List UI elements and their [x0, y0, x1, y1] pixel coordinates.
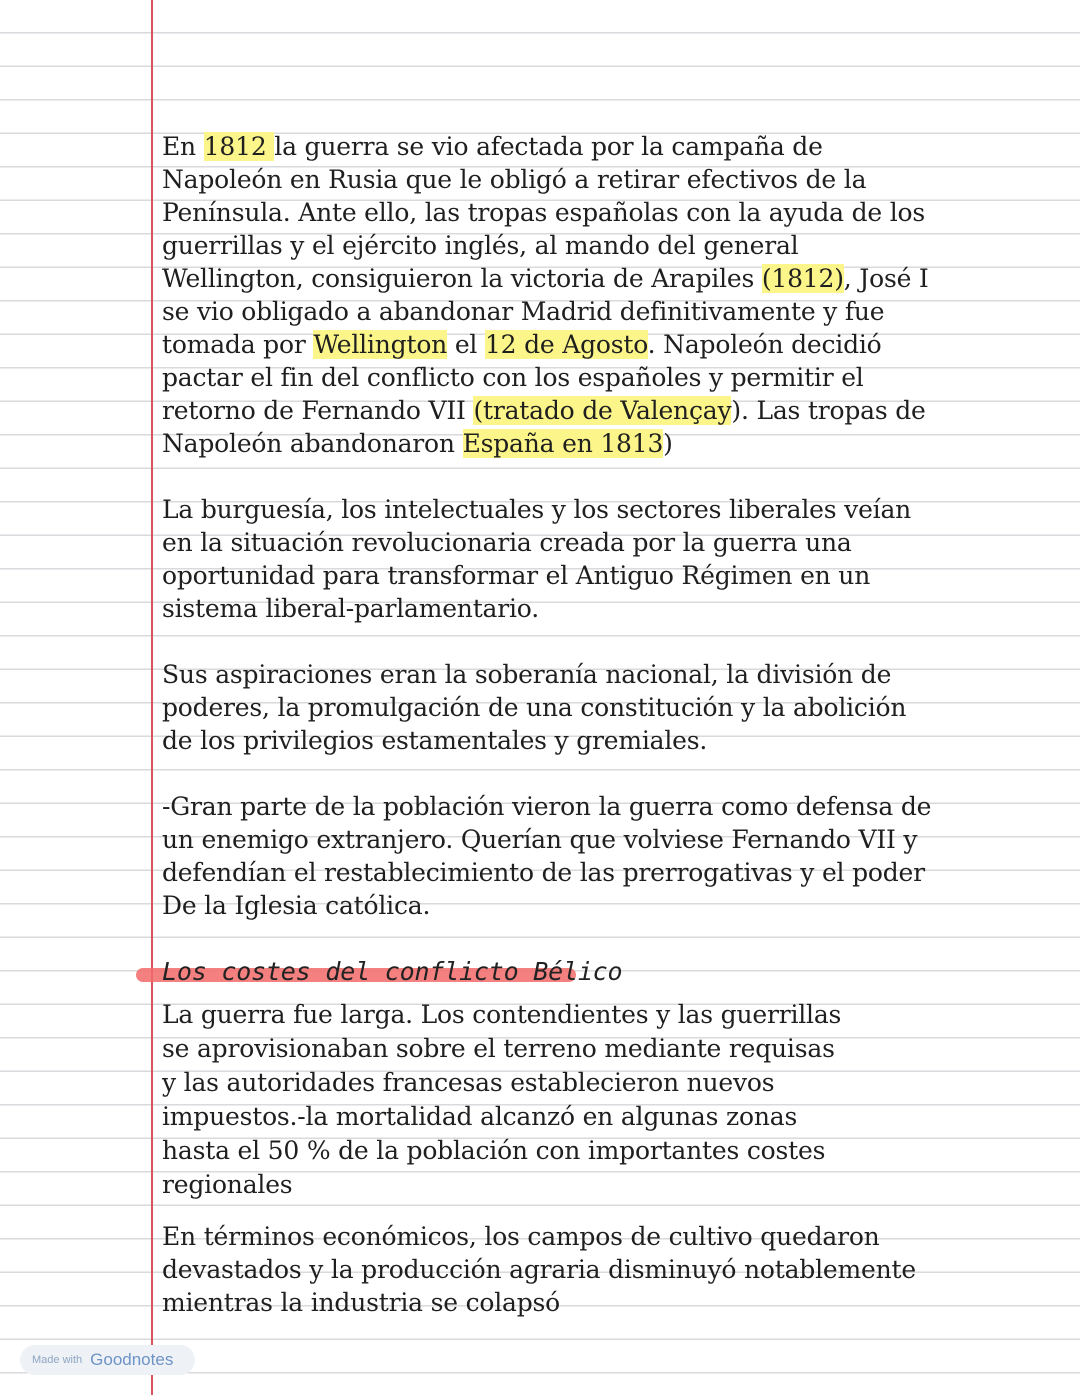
watermark-brand: Goodnotes [90, 1350, 174, 1369]
highlight: 1812 [203, 132, 275, 161]
text-line: La guerra fue larga. Los contendientes y las guerrillas [162, 1000, 842, 1029]
text-line: de los privilegios estamentales y gremiales. [162, 726, 708, 755]
text-line: poderes, la promulgación de una constitución y la abolición [162, 693, 907, 722]
text-line: regionales [162, 1170, 293, 1199]
section-heading: Los costes del conflicto Bélico [162, 957, 623, 986]
paragraph-economy [162, 1220, 1022, 1319]
text-line: Península. Ante ello, las tropas españolas con la ayuda de los [162, 198, 926, 227]
text-line: guerrillas y el ejército inglés, al mando del general [162, 231, 799, 260]
paragraph-costs [162, 998, 1022, 1202]
text-line: mientras la industria se colapsó [162, 1288, 561, 1317]
text-line: en la situación revolucionaria creada por la guerra una [162, 528, 852, 557]
text-line: impuestos.-la mortalidad alcanzó en algunas zonas [162, 1102, 798, 1131]
text-line: devastados y la producción agraria disminuyó notablemente [162, 1255, 916, 1284]
text-line: se aprovisionaban sobre el terreno mediante requisas [162, 1034, 835, 1063]
text-line: oportunidad para transformar el Antiguo Régimen en un [162, 561, 871, 590]
highlight: Wellington [313, 330, 448, 359]
text-line: -Gran parte de la población vieron la guerra como defensa de [162, 792, 932, 821]
text-line: y las autoridades francesas establecieron nuevos [162, 1068, 775, 1097]
text-line: hasta el 50 % de la población con importantes costes [162, 1136, 826, 1165]
paragraph-population [162, 790, 1022, 922]
goodnotes-watermark [20, 1345, 195, 1375]
highlight: España en 1813 [462, 429, 664, 458]
text-line: retorno de Fernando VII (tratado de Valençay). Las tropas de [162, 396, 926, 425]
margin-line [151, 0, 153, 1395]
note-content [162, 130, 1022, 1319]
highlight: (1812) [761, 264, 844, 293]
text-line: De la Iglesia católica. [162, 891, 431, 920]
text-line: En 1812 la guerra se vio afectada por la campaña de [162, 132, 823, 161]
text-line: En términos económicos, los campos de cultivo quedaron [162, 1222, 880, 1251]
paragraph-war-1812 [162, 130, 1022, 460]
text-line: se vio obligado a abandonar Madrid definitivamente y fue [162, 297, 885, 326]
paragraph-liberals [162, 493, 1022, 625]
text-line: Sus aspiraciones eran la soberanía nacional, la división de [162, 660, 892, 689]
text-line: sistema liberal-parlamentario. [162, 594, 539, 623]
text-line: Napoleón en Rusia que le obligó a retirar efectivos de la [162, 165, 867, 194]
watermark-prefix: Made with [32, 1354, 83, 1366]
highlight: 12 de Agosto [484, 330, 648, 359]
text-line: pactar el fin del conflicto con los españoles y permitir el [162, 363, 864, 392]
text-line: defendían el restablecimiento de las prerrogativas y el poder [162, 858, 925, 887]
text-line: un enemigo extranjero. Querían que volviese Fernando VII y [162, 825, 918, 854]
text-line: Wellington, consiguieron la victoria de Arapiles (1812), José I [162, 264, 929, 293]
text-line: La burguesía, los intelectuales y los sectores liberales veían [162, 495, 912, 524]
section-heading-block [162, 952, 1022, 998]
highlight: (tratado de Valençay [473, 396, 732, 425]
text-line: tomada por Wellington el 12 de Agosto. Napoleón decidió [162, 330, 882, 359]
text-line: Napoleón abandonaron España en 1813) [162, 429, 673, 458]
paragraph-aspirations [162, 658, 1022, 757]
